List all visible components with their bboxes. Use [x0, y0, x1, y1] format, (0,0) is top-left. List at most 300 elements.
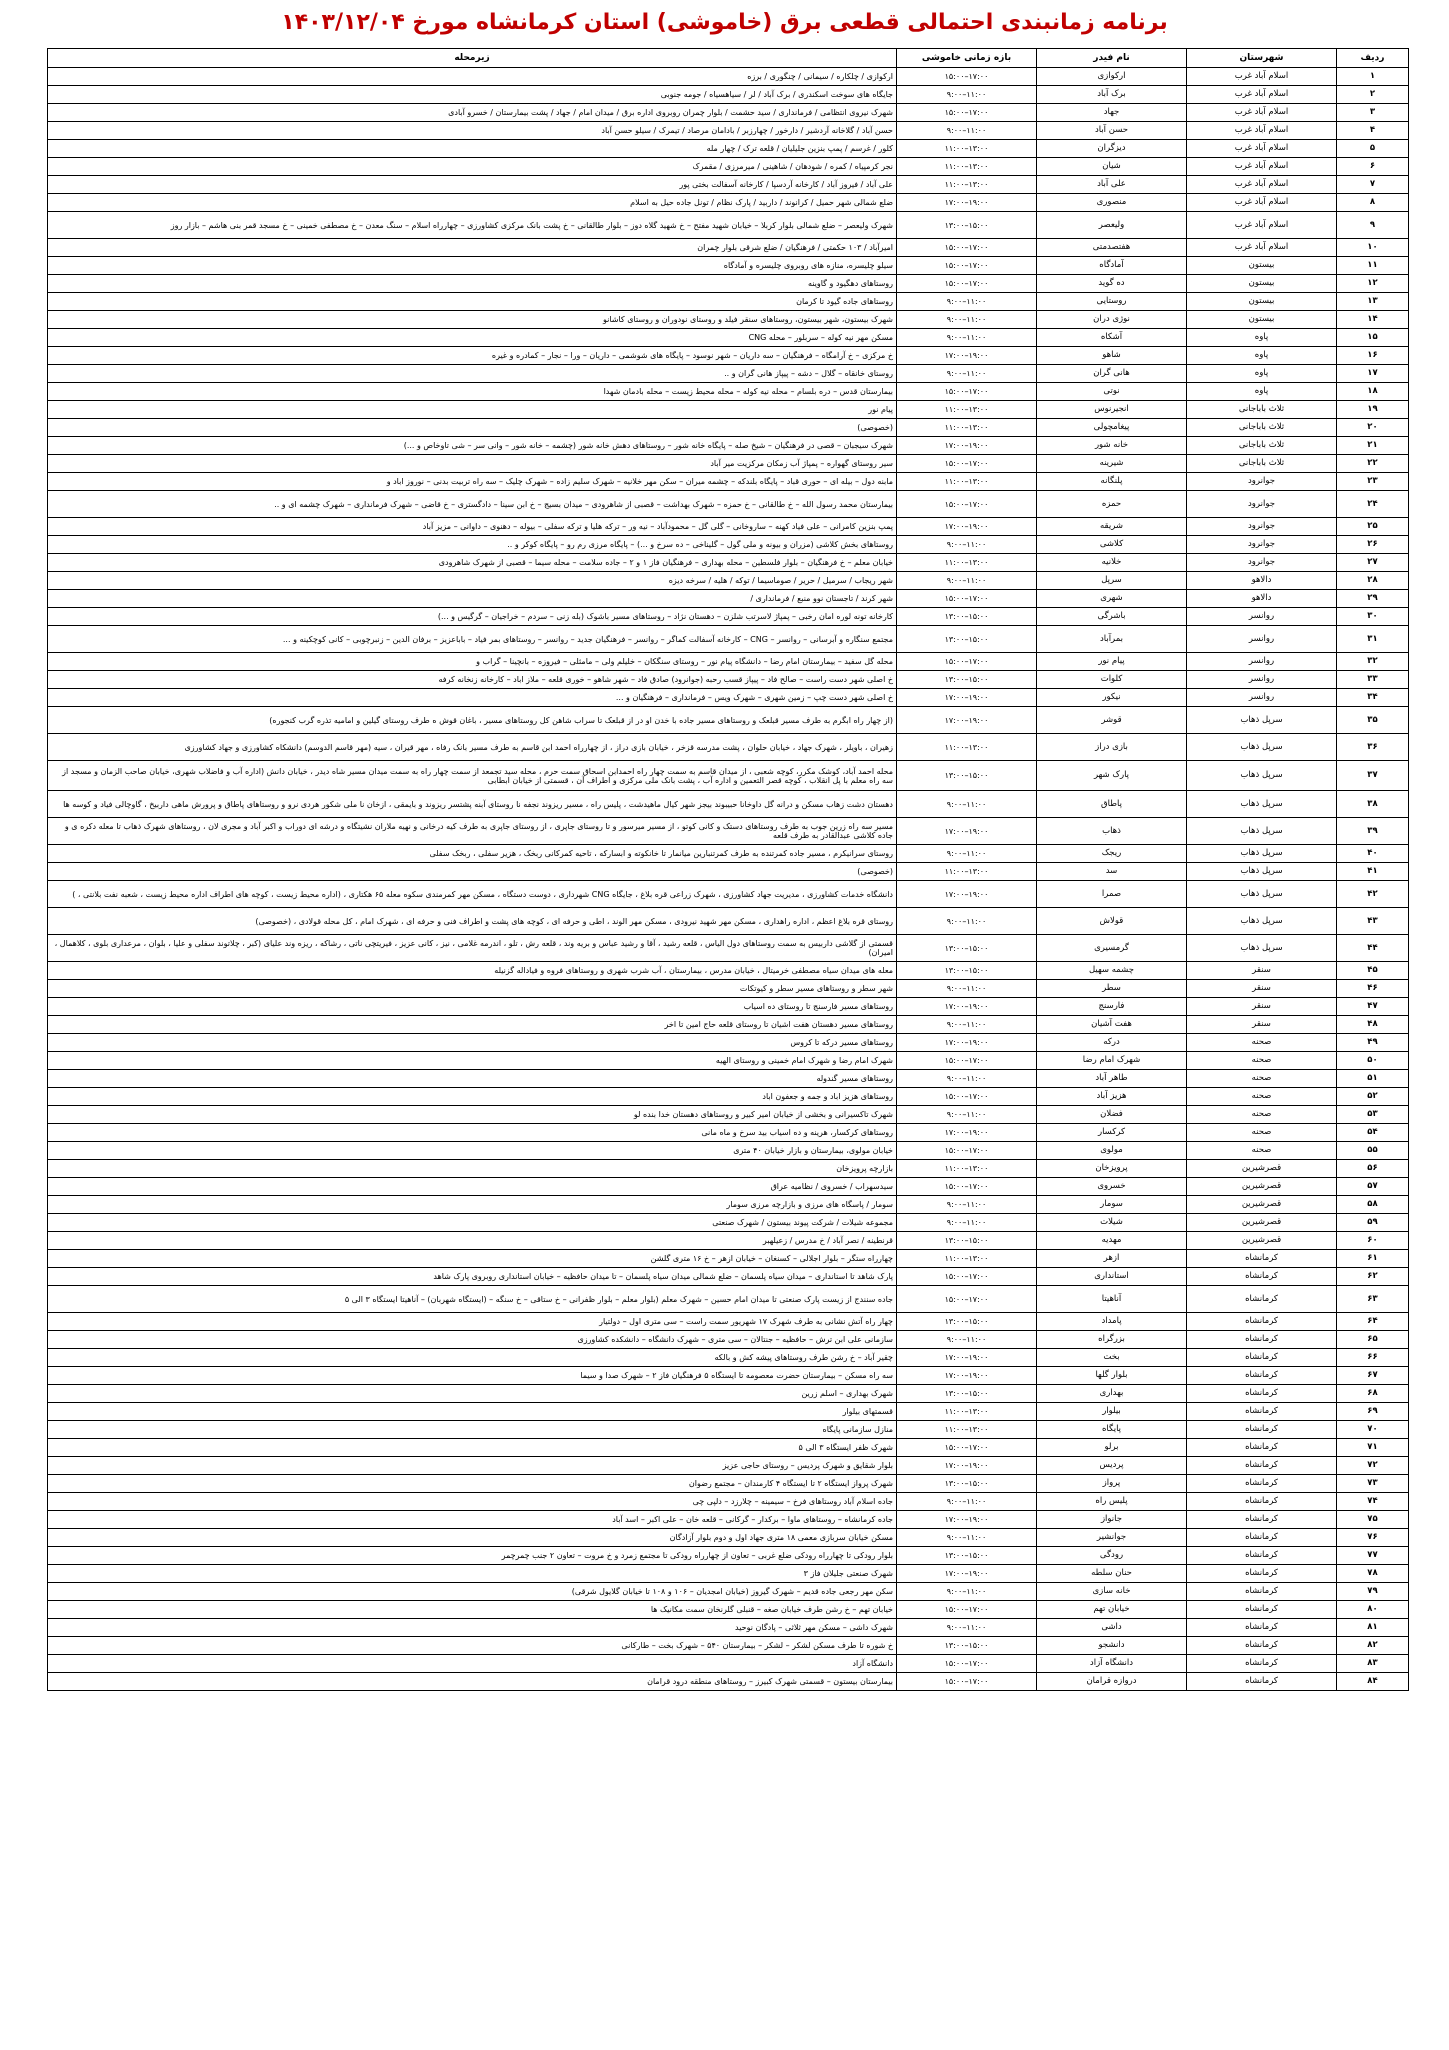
cell-sub-area: مسکن مهر نیه کوله – سربلور – محله CNG [48, 329, 897, 347]
table-row [48, 1250, 1409, 1268]
table-row [48, 1268, 1409, 1286]
cell-county: کرمانشاه [1187, 1268, 1337, 1286]
cell-feeder-name: باشرگی [1037, 608, 1187, 626]
cell-sub-area: مسکن خیابان سربازی معمی ۱۸ متری جهاد اول و دوم بلوار آزادگان [48, 1529, 897, 1547]
cell-county: سنقر [1187, 962, 1337, 980]
cell-outage-time: ۱۷:۰۰–۱۹:۰۰ [897, 518, 1037, 536]
cell-county: کرمانشاه [1187, 1313, 1337, 1331]
cell-row-number: ۳۷ [1337, 761, 1409, 791]
table-row [48, 347, 1409, 365]
table-row [48, 734, 1409, 761]
table-row [48, 1160, 1409, 1178]
cell-outage-time: ۱۵:۰۰–۱۷:۰۰ [897, 1601, 1037, 1619]
cell-feeder-name: بزرگراه [1037, 1331, 1187, 1349]
cell-sub-area: شهر ریجاب / سرمیل / حریر / صوماسیما / توکه / هلیه / سرخه دیزه [48, 572, 897, 590]
cell-sub-area: روستاهای هزیز اباد و جمه و جعفون اباد [48, 1088, 897, 1106]
cell-row-number: ۱۴ [1337, 311, 1409, 329]
table-row [48, 1286, 1409, 1313]
cell-row-number: ۱۱ [1337, 257, 1409, 275]
cell-row-number: ۳۸ [1337, 791, 1409, 818]
cell-county: صحنه [1187, 1106, 1337, 1124]
cell-row-number: ۲۸ [1337, 572, 1409, 590]
table-row [48, 761, 1409, 791]
table-row [48, 845, 1409, 863]
page-title: برنامه زمانبندی احتمالی قطعی برق (خاموشی) استان کرمانشاه مورخ ۱۴۰۳/۱۲/۰۴ [281, 10, 1168, 35]
table-row [48, 689, 1409, 707]
cell-sub-area: بلوار رودکی تا چهارراه رودکی ضلع غربی – تعاون از چهارراه رودکی تا مجتمع زمرد و خ مروت – تعاون ۲ جنب چمرچمر [48, 1547, 897, 1565]
cell-outage-time: ۱۱:۰۰–۱۳:۰۰ [897, 401, 1037, 419]
cell-row-number: ۷ [1337, 176, 1409, 194]
cell-county: روانسر [1187, 689, 1337, 707]
cell-sub-area: روستاهای مسیر فارسنج تا روستای ده اسیاب [48, 998, 897, 1016]
cell-feeder-name: فضلان [1037, 1106, 1187, 1124]
cell-outage-time: ۱۱:۰۰–۱۳:۰۰ [897, 473, 1037, 491]
cell-row-number: ۳۰ [1337, 608, 1409, 626]
cell-row-number: ۸۰ [1337, 1601, 1409, 1619]
cell-outage-time: ۱۵:۰۰–۱۷:۰۰ [897, 653, 1037, 671]
cell-outage-time: ۱۵:۰۰–۱۷:۰۰ [897, 1673, 1037, 1691]
cell-row-number: ۴۱ [1337, 863, 1409, 881]
cell-feeder-name: آناهیتا [1037, 1286, 1187, 1313]
cell-row-number: ۵۵ [1337, 1142, 1409, 1160]
cell-feeder-name: جانواز [1037, 1511, 1187, 1529]
outage-schedule-table [47, 48, 1409, 1691]
table-row [48, 908, 1409, 935]
cell-county: کرمانشاه [1187, 1493, 1337, 1511]
cell-row-number: ۶۹ [1337, 1403, 1409, 1421]
cell-sub-area: چهار راه آتش نشانی به طرف شهرک ۱۷ شهریور سمت راست – سی متری اول – دولتیار [48, 1313, 897, 1331]
cell-feeder-name: ولیعصر [1037, 212, 1187, 239]
cell-feeder-name: حسن آباد [1037, 122, 1187, 140]
cell-sub-area: شهرک داشی – مسکن مهر ثلاثی – پادگان نوحید [48, 1619, 897, 1637]
cell-outage-time: ۹:۰۰–۱۱:۰۰ [897, 572, 1037, 590]
cell-sub-area: روستای قره بلاغ اعظم ، اداره راهداری ، مسکن مهر شهید نیرودی ، مسکن مهر الوند ، اطی و حرفه ای ، کوچه های پشت و اطراف فنی و حرفه ای ، شهرک امام ، کل محله قولادی ، (خصوصی) [48, 908, 897, 935]
cell-county: بیستون [1187, 293, 1337, 311]
cell-sub-area: پمپ بنزین کامرانی – علی فیاد کهنه – ساروخانی – گلی گل – محمودآباد – نیه ور – ترکه هلیا و ترکه سفلی – بیوله – دهنوی – داوانی – مزیز آباد [48, 518, 897, 536]
cell-sub-area: روستاهای جاده گیود تا کرمان [48, 293, 897, 311]
cell-feeder-name: روستایی [1037, 293, 1187, 311]
cell-row-number: ۵۶ [1337, 1160, 1409, 1178]
cell-county: ثلاث باباجانی [1187, 419, 1337, 437]
table-row [48, 455, 1409, 473]
table-row [48, 1565, 1409, 1583]
cell-outage-time: ۱۵:۰۰–۱۷:۰۰ [897, 275, 1037, 293]
cell-feeder-name: برک آباد [1037, 86, 1187, 104]
cell-county: اسلام آباد غرب [1187, 158, 1337, 176]
table-row [48, 140, 1409, 158]
cell-county: روانسر [1187, 671, 1337, 689]
cell-sub-area: مجموعه شیلات / شرکت پیوند بیستون / شهرک صنعتی [48, 1214, 897, 1232]
table-row [48, 1619, 1409, 1637]
cell-row-number: ۸۳ [1337, 1655, 1409, 1673]
cell-row-number: ۳۹ [1337, 818, 1409, 845]
cell-feeder-name: شیان [1037, 158, 1187, 176]
cell-outage-time: ۱۳:۰۰–۱۵:۰۰ [897, 626, 1037, 653]
cell-county: کرمانشاه [1187, 1421, 1337, 1439]
cell-sub-area: علی آباد / فیروز آباد / کارخانه آردسپا / کارخانه آسفالت بختی پور [48, 176, 897, 194]
cell-county: سرپل ذهاب [1187, 908, 1337, 935]
table-row [48, 590, 1409, 608]
cell-row-number: ۷۱ [1337, 1439, 1409, 1457]
cell-outage-time: ۱۷:۰۰–۱۹:۰۰ [897, 1511, 1037, 1529]
cell-row-number: ۱۵ [1337, 329, 1409, 347]
cell-row-number: ۳ [1337, 104, 1409, 122]
cell-row-number: ۲۴ [1337, 491, 1409, 518]
cell-outage-time: ۹:۰۰–۱۱:۰۰ [897, 293, 1037, 311]
cell-feeder-name: طاهر آباد [1037, 1070, 1187, 1088]
cell-outage-time: ۱۳:۰۰–۱۵:۰۰ [897, 671, 1037, 689]
cell-sub-area: (خصوصی) [48, 863, 897, 881]
cell-outage-time: ۱۳:۰۰–۱۵:۰۰ [897, 962, 1037, 980]
table-row [48, 122, 1409, 140]
cell-sub-area: نجر کرمپیاه / کمره / شودهان / شاهینی / میرمرزی / مقمرک [48, 158, 897, 176]
cell-county: قصرشیرین [1187, 1160, 1337, 1178]
table-row [48, 1655, 1409, 1673]
cell-sub-area: مابنه دول – بیله ای – حوری قباد – پایگاه بلندکه – چشمه میران – سکن مهر خلانیه – شهرک سلیم زاده – شهرک چلیک – سه راه تربیت بدنی – نوروز اباد و [48, 473, 897, 491]
header-sub-area: زیرمحله [48, 49, 897, 68]
cell-outage-time: ۹:۰۰–۱۱:۰۰ [897, 1331, 1037, 1349]
cell-outage-time: ۱۱:۰۰–۱۳:۰۰ [897, 419, 1037, 437]
cell-feeder-name: خانه سازی [1037, 1583, 1187, 1601]
cell-sub-area: شهرک امام رضا و شهرک امام خمینی و روستای الهیه [48, 1052, 897, 1070]
cell-row-number: ۲۵ [1337, 518, 1409, 536]
cell-row-number: ۷۷ [1337, 1547, 1409, 1565]
cell-row-number: ۷۶ [1337, 1529, 1409, 1547]
cell-feeder-name: بهداری [1037, 1385, 1187, 1403]
cell-feeder-name: آمادگاه [1037, 257, 1187, 275]
cell-outage-time: ۱۵:۰۰–۱۷:۰۰ [897, 1286, 1037, 1313]
table-row [48, 275, 1409, 293]
cell-outage-time: ۱۷:۰۰–۱۹:۰۰ [897, 437, 1037, 455]
cell-sub-area: ضلع شمالی شهر حمیل / کرانوند / داربید / پارک نظام / تونل جاده حیل به اسلام [48, 194, 897, 212]
cell-sub-area: روستای سرانیکرم ، مسیر جاده کمرتنده به طرف کمرتنبارین میانمار تا خانکوته و ابسارکه ، تاحیه کمرکانی ربخک ، هزیر سفلی ، ربخک سفلی [48, 845, 897, 863]
table-header-row [48, 49, 1409, 68]
cell-feeder-name: ازهر [1037, 1250, 1187, 1268]
cell-sub-area: سومار / پاسگاه های مرزی و بازارچه مرزی سومار [48, 1196, 897, 1214]
cell-sub-area: شهر کرند / تاجستان نوو منبع / فرمانداری / [48, 590, 897, 608]
cell-feeder-name: قوشر [1037, 707, 1187, 734]
cell-outage-time: ۹:۰۰–۱۱:۰۰ [897, 1214, 1037, 1232]
cell-county: ثلاث باباجانی [1187, 455, 1337, 473]
cell-outage-time: ۹:۰۰–۱۱:۰۰ [897, 791, 1037, 818]
table-row [48, 1142, 1409, 1160]
table-row [48, 608, 1409, 626]
cell-county: بیستون [1187, 275, 1337, 293]
cell-sub-area: منازل سازمانی پایگاه [48, 1421, 897, 1439]
cell-sub-area: کلور / غرسم / پمپ بنزین جلیلیان / قلعه ترک / چهار مله [48, 140, 897, 158]
cell-row-number: ۷۹ [1337, 1583, 1409, 1601]
cell-feeder-name: پلیس راه [1037, 1493, 1187, 1511]
cell-outage-time: ۱۵:۰۰–۱۷:۰۰ [897, 68, 1037, 86]
table-row [48, 257, 1409, 275]
cell-county: روانسر [1187, 626, 1337, 653]
table-row [48, 401, 1409, 419]
cell-sub-area: خیابان مولوی، بیمارستان و بازار خیابان ۴۰ متری [48, 1142, 897, 1160]
cell-row-number: ۲ [1337, 86, 1409, 104]
cell-feeder-name: پاطاق [1037, 791, 1187, 818]
cell-feeder-name: ریجک [1037, 845, 1187, 863]
cell-feeder-name: کرکسار [1037, 1124, 1187, 1142]
cell-county: سرپل ذهاب [1187, 863, 1337, 881]
cell-county: کرمانشاه [1187, 1286, 1337, 1313]
cell-county: جوانرود [1187, 491, 1337, 518]
header-feeder-name: نام فیدر [1037, 49, 1187, 68]
cell-feeder-name: دروازه قرامان [1037, 1673, 1187, 1691]
cell-feeder-name: رودگی [1037, 1547, 1187, 1565]
table-row [48, 212, 1409, 239]
cell-county: سرپل ذهاب [1187, 761, 1337, 791]
cell-outage-time: ۱۱:۰۰–۱۳:۰۰ [897, 734, 1037, 761]
cell-feeder-name: نوتی [1037, 383, 1187, 401]
cell-county: صحنه [1187, 1034, 1337, 1052]
cell-row-number: ۵۰ [1337, 1052, 1409, 1070]
cell-row-number: ۷۵ [1337, 1511, 1409, 1529]
cell-outage-time: ۱۳:۰۰–۱۵:۰۰ [897, 1313, 1037, 1331]
cell-sub-area: شهر سطر و روستاهای مسیر سطر و کیوتکات [48, 980, 897, 998]
cell-feeder-name: هزیز آباد [1037, 1088, 1187, 1106]
table-row [48, 1385, 1409, 1403]
table-row [48, 962, 1409, 980]
cell-row-number: ۹ [1337, 212, 1409, 239]
cell-county: کرمانشاه [1187, 1349, 1337, 1367]
cell-outage-time: ۱۷:۰۰–۱۹:۰۰ [897, 1349, 1037, 1367]
cell-county: کرمانشاه [1187, 1385, 1337, 1403]
cell-row-number: ۵ [1337, 140, 1409, 158]
cell-row-number: ۴۹ [1337, 1034, 1409, 1052]
cell-feeder-name: نیکور [1037, 689, 1187, 707]
cell-outage-time: ۱۷:۰۰–۱۹:۰۰ [897, 1565, 1037, 1583]
cell-feeder-name: هفت آشیان [1037, 1016, 1187, 1034]
table-row [48, 383, 1409, 401]
cell-row-number: ۶ [1337, 158, 1409, 176]
cell-feeder-name: پارک شهر [1037, 761, 1187, 791]
cell-feeder-name: پلنگانه [1037, 473, 1187, 491]
cell-county: ثلاث باباجانی [1187, 401, 1337, 419]
cell-row-number: ۷۸ [1337, 1565, 1409, 1583]
cell-outage-time: ۱۳:۰۰–۱۵:۰۰ [897, 1637, 1037, 1655]
table-row [48, 671, 1409, 689]
table-row [48, 1421, 1409, 1439]
cell-outage-time: ۱۵:۰۰–۱۷:۰۰ [897, 239, 1037, 257]
cell-sub-area: بیمارستان بیستون – قسمتی شهرک کبیرز – روستاهای منطقه درود قرامان [48, 1673, 897, 1691]
cell-outage-time: ۹:۰۰–۱۱:۰۰ [897, 365, 1037, 383]
cell-feeder-name: هانی گران [1037, 365, 1187, 383]
cell-row-number: ۶۷ [1337, 1367, 1409, 1385]
cell-row-number: ۳۲ [1337, 653, 1409, 671]
header-row-number: ردیف [1337, 49, 1409, 68]
cell-row-number: ۴ [1337, 122, 1409, 140]
cell-feeder-name: پایگاه [1037, 1421, 1187, 1439]
cell-outage-time: ۱۵:۰۰–۱۷:۰۰ [897, 1268, 1037, 1286]
cell-feeder-name: گرمسیری [1037, 935, 1187, 962]
table-row [48, 1637, 1409, 1655]
table-row [48, 1511, 1409, 1529]
cell-feeder-name: پیغامچولی [1037, 419, 1187, 437]
cell-row-number: ۱۶ [1337, 347, 1409, 365]
cell-row-number: ۱۳ [1337, 293, 1409, 311]
cell-feeder-name: پیام نور [1037, 653, 1187, 671]
cell-row-number: ۶۴ [1337, 1313, 1409, 1331]
cell-row-number: ۲۳ [1337, 473, 1409, 491]
cell-sub-area: دهستان دشت زهاب مسکن و درانه گل داوخانا حبیبوند بیجز شهر کیال ماهیدشت ، پلیس راه ، مسیر ریزوند نجفه نا روستای آبنه پشتسر ریزوند و بایمقی ، ازخان نا ملی شکور هردی نرو و روستاهای پاطاق و پرورش ماهی داربیخ ، گاوچالی فیاد و کوسه ها [48, 791, 897, 818]
cell-sub-area: روستاهای مسیر درکه تا کروس [48, 1034, 897, 1052]
table-row [48, 653, 1409, 671]
cell-feeder-name: ده گوید [1037, 275, 1187, 293]
cell-row-number: ۲۹ [1337, 590, 1409, 608]
cell-feeder-name: فارسنج [1037, 998, 1187, 1016]
table-row [48, 473, 1409, 491]
cell-outage-time: ۱۳:۰۰–۱۵:۰۰ [897, 761, 1037, 791]
table-row [48, 1367, 1409, 1385]
cell-county: اسلام آباد غرب [1187, 140, 1337, 158]
cell-outage-time: ۱۵:۰۰–۱۷:۰۰ [897, 1088, 1037, 1106]
table-row [48, 1493, 1409, 1511]
table-row [48, 194, 1409, 212]
cell-feeder-name: کلاشی [1037, 536, 1187, 554]
cell-outage-time: ۱۵:۰۰–۱۷:۰۰ [897, 104, 1037, 122]
cell-sub-area: خ اصلی شهر دست راست – صالح فاد – پیپاز قسب رحبه (جوانرود) صادق فاد – شهر شاهو – خوری قلعه – ملاز اباد – کارخانه زنخانه کرفه [48, 671, 897, 689]
cell-county: صحنه [1187, 1070, 1337, 1088]
cell-feeder-name: خیابان تهم [1037, 1601, 1187, 1619]
table-row [48, 818, 1409, 845]
cell-sub-area: دانشگاه خدمات کشاورزی ، مدیریت جهاد کشاورزی ، شهرک زراعی قره بلاغ ، جایگاه CNG شهرداری ، دوست دستگاه ، مسکن مهر کمرمندی سکوه معله ۶۵ هکتاری ، (اداره محیط زیست ، کوچه های اطراف اداره محیط زیست ، شعبه نفت بلانتی ، ) [48, 881, 897, 908]
cell-feeder-name: بخت [1037, 1349, 1187, 1367]
cell-row-number: ۶۰ [1337, 1232, 1409, 1250]
cell-feeder-name: شریقه [1037, 518, 1187, 536]
cell-feeder-name: حمزه [1037, 491, 1187, 518]
cell-feeder-name: دیزگران [1037, 140, 1187, 158]
cell-outage-time: ۱۳:۰۰–۱۵:۰۰ [897, 935, 1037, 962]
cell-outage-time: ۹:۰۰–۱۱:۰۰ [897, 908, 1037, 935]
table-row [48, 1475, 1409, 1493]
cell-sub-area: شهرک ولیعصر – ضلع شمالی بلوار کربلا – خیابان شهید مفتح – خ شهید گلاه دوز – بلوار طالقانی – خ پشت بانک مرکزی کشاورزی – چهارراه اسلام – سنگ معدن – خ مصطفی خمینی – خ مسجد قمر بنی هاشم – بازار روز [48, 212, 897, 239]
cell-sub-area: قسمتی از گلاشی داربیس به سمت روستاهای دول الیاس ، قلعه رشید ، آقا و رشید عباس و بریه وند ، قلعه رش ، تلو ، اندرمه غلامی ، نیز ، کانی عزیز ، فیریتچی ناتی ، رشاکه ، ریزه وند علیای (کبر ، چلاتوند سفلی و علیا ، بلوان ، مرعداری بلوی ، کلاهمال ، امیران) [48, 935, 897, 962]
table-row [48, 1313, 1409, 1331]
cell-county: صحنه [1187, 1052, 1337, 1070]
table-row [48, 1106, 1409, 1124]
cell-sub-area: شهرک بیستون، شهر بیستون، روستاهای سنقر فیلد و روستای نودوران و روستای کاشانو [48, 311, 897, 329]
cell-county: ثلاث باباجانی [1187, 437, 1337, 455]
cell-outage-time: ۹:۰۰–۱۱:۰۰ [897, 1583, 1037, 1601]
cell-county: پاوه [1187, 347, 1337, 365]
cell-row-number: ۱۷ [1337, 365, 1409, 383]
cell-sub-area: امیرآباد / ۱۰۳ حکمتی / فرهنگیان / ضلع شرقی بلوار چمران [48, 239, 897, 257]
cell-row-number: ۵۸ [1337, 1196, 1409, 1214]
cell-feeder-name: علی آباد [1037, 176, 1187, 194]
cell-sub-area: سکن مهر رجعی جاده قدیم – شهرک گیروز (خیابان امجدیان – ۱۰۶ و ۱۰۸ تا خیابان گلایول شرقی) [48, 1583, 897, 1601]
cell-outage-time: ۱۵:۰۰–۱۷:۰۰ [897, 491, 1037, 518]
cell-sub-area: جاده کرمانشاه – روستاهای ماوا – برکدار – گرکانی – قلعه خان – علی اکبر – اسد آباد [48, 1511, 897, 1529]
cell-outage-time: ۹:۰۰–۱۱:۰۰ [897, 1529, 1037, 1547]
cell-county: اسلام آباد غرب [1187, 68, 1337, 86]
table-row [48, 1124, 1409, 1142]
table-row [48, 1214, 1409, 1232]
cell-row-number: ۲۲ [1337, 455, 1409, 473]
table-row [48, 437, 1409, 455]
cell-outage-time: ۱۳:۰۰–۱۵:۰۰ [897, 1232, 1037, 1250]
cell-feeder-name: کلوات [1037, 671, 1187, 689]
cell-feeder-name: مهدیه [1037, 1232, 1187, 1250]
cell-county: اسلام آباد غرب [1187, 176, 1337, 194]
cell-sub-area: خیابان معلم – خ فرهنگیان – بلوار فلسطین – محله بهداری – فرهنگیان فاز ۱ و ۲ – جاده سلامت – محله سیما – قصبی از شهرک شاهرودی [48, 554, 897, 572]
cell-county: کرمانشاه [1187, 1619, 1337, 1637]
cell-county: سرپل ذهاب [1187, 791, 1337, 818]
table-row [48, 104, 1409, 122]
cell-feeder-name: پرواز [1037, 1475, 1187, 1493]
cell-row-number: ۴۴ [1337, 935, 1409, 962]
cell-county: کرمانشاه [1187, 1457, 1337, 1475]
cell-feeder-name: بازی دراز [1037, 734, 1187, 761]
table-row [48, 1349, 1409, 1367]
cell-row-number: ۱۲ [1337, 275, 1409, 293]
cell-county: روانسر [1187, 653, 1337, 671]
cell-row-number: ۶۸ [1337, 1385, 1409, 1403]
cell-row-number: ۵۳ [1337, 1106, 1409, 1124]
cell-feeder-name: ارکوازی [1037, 68, 1187, 86]
cell-sub-area: بیمارستان قدس – دره بلسام – محله نیه کوله – محله محیط زیست – محله بادمان شهدا [48, 383, 897, 401]
cell-sub-area: شهرک پرواز ایستگاه ۲ تا ایستگاه ۴ کارمندان – مجتمع رضوان [48, 1475, 897, 1493]
cell-row-number: ۸۱ [1337, 1619, 1409, 1637]
cell-row-number: ۴۳ [1337, 908, 1409, 935]
cell-row-number: ۱۹ [1337, 401, 1409, 419]
header-county: شهرستان [1187, 49, 1337, 68]
cell-county: پاوه [1187, 329, 1337, 347]
cell-sub-area: حسن آباد / گلاخانه آردشیر / دارخور / چهارزبر / بادامان مرصاد / تیمرک / سیلو حسن آباد [48, 122, 897, 140]
cell-county: اسلام آباد غرب [1187, 194, 1337, 212]
cell-county: اسلام آباد غرب [1187, 86, 1337, 104]
cell-county: کرمانشاه [1187, 1511, 1337, 1529]
cell-outage-time: ۹:۰۰–۱۱:۰۰ [897, 1196, 1037, 1214]
cell-outage-time: ۹:۰۰–۱۱:۰۰ [897, 1016, 1037, 1034]
cell-row-number: ۴۸ [1337, 1016, 1409, 1034]
cell-sub-area: سه راه مسکن – بیمارستان حضرت معصومه تا ایستگاه ۵ فرهنگیان فاز ۲ – شهرک صدا و سیما [48, 1367, 897, 1385]
cell-county: کرمانشاه [1187, 1601, 1337, 1619]
cell-county: اسلام آباد غرب [1187, 104, 1337, 122]
cell-sub-area: پارک شاهد تا استانداری – میدان سیاه پلسمان – ضلع شمالی میدان سیاه پلسمان – تا میدان حافظیه – خیابان استانداری روبروی پارک شاهد [48, 1268, 897, 1286]
cell-sub-area: روستاهای مسیر گندوله [48, 1070, 897, 1088]
cell-county: کرمانشاه [1187, 1547, 1337, 1565]
cell-sub-area: روستاهای بخش کلاشی (مزران و بیونه و ملی گول – گلیناخی – ده سرخ و ...) – پایگاه مرزی رم رو – پایگاه کوکر و .. [48, 536, 897, 554]
cell-sub-area: قرنطینه / نصر آباد / خ مدرس / زعیلهبر [48, 1232, 897, 1250]
cell-feeder-name: دانشگاه آزاد [1037, 1655, 1187, 1673]
cell-county: دالاهو [1187, 572, 1337, 590]
cell-county: سرپل ذهاب [1187, 881, 1337, 908]
cell-feeder-name: بلوار گلها [1037, 1367, 1187, 1385]
cell-sub-area: شهرک صنعتی جلیلان فاز ۳ [48, 1565, 897, 1583]
cell-feeder-name: انجیرنوس [1037, 401, 1187, 419]
cell-outage-time: ۹:۰۰–۱۱:۰۰ [897, 1619, 1037, 1637]
cell-sub-area: سازمانی علی ابن ترش – حافظیه – جنتالان – سی متری – شهرک دانشگاه – دانشکده کشاورزی [48, 1331, 897, 1349]
cell-row-number: ۷۴ [1337, 1493, 1409, 1511]
cell-sub-area: سیر روستای گهواره – پمپاژ آب زمکان مرکزیت میر آباد [48, 455, 897, 473]
cell-feeder-name: چشمه سهیل [1037, 962, 1187, 980]
cell-row-number: ۱۸ [1337, 383, 1409, 401]
table-row [48, 1070, 1409, 1088]
table-row [48, 1232, 1409, 1250]
cell-county: کرمانشاه [1187, 1367, 1337, 1385]
cell-row-number: ۲۱ [1337, 437, 1409, 455]
cell-sub-area: خ مرکزی – خ آرامگاه – فرهنگیان – سه داریان – شهر نوسود – پایگاه های شوشمی – داریان – ورا – نجار – کمادره و غیره [48, 347, 897, 365]
cell-sub-area: سیدسهراب / خسروی / نظامیه عراق [48, 1178, 897, 1196]
table-row [48, 518, 1409, 536]
cell-sub-area: خ شوره تا طرف مسکن لشکر – لشکر – بیمارستان ۵۴۰ – شهرک بخت – طارکانی [48, 1637, 897, 1655]
cell-sub-area: شهرک تاکسیرانی و بخشی از خیابان امیر کبیر و روستاهای دهستان خدا بنده لو [48, 1106, 897, 1124]
cell-row-number: ۳۵ [1337, 707, 1409, 734]
cell-outage-time: ۱۷:۰۰–۱۹:۰۰ [897, 1124, 1037, 1142]
cell-feeder-name: سرپل [1037, 572, 1187, 590]
cell-feeder-name: پامداد [1037, 1313, 1187, 1331]
table-row [48, 1673, 1409, 1691]
